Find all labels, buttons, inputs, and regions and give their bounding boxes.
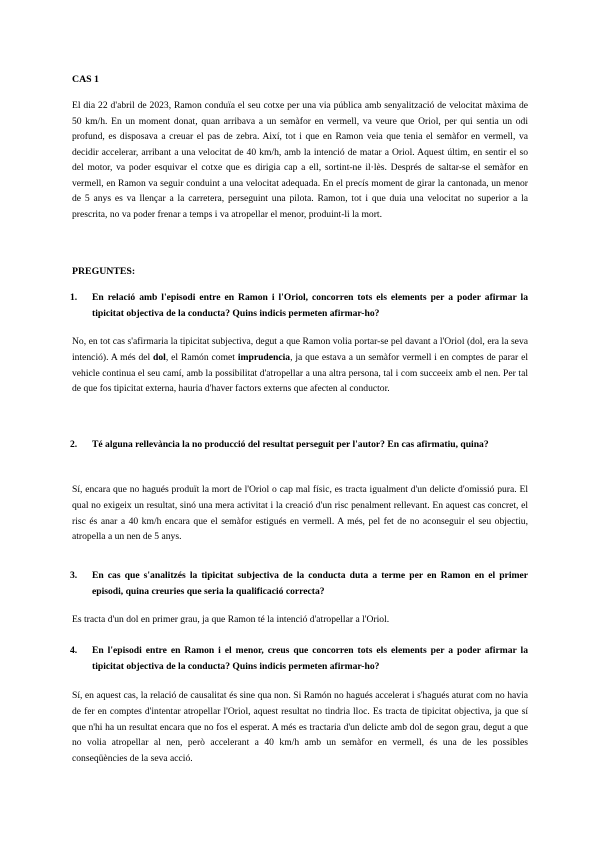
question-number: 4. bbox=[70, 645, 78, 656]
answer-emphasis: imprudencia bbox=[237, 351, 291, 363]
question-text: En l'episodi entre en Ramon i el menor, creus que concorren tots els elements per a poder afirmar la tipicitat objectiva de la conducta? Quins indicis permeten afirmar-ho? bbox=[92, 645, 528, 672]
question-1 bbox=[70, 290, 528, 321]
answer-1 bbox=[72, 334, 528, 397]
question-text: Té alguna rellevància la no producció del resultat perseguit per l'autor? En cas afirmatiu, quina? bbox=[92, 439, 489, 450]
question-text: En cas que s'analitzés la tipicitat subjectiva de la conducta duta a terme per en Ramon en el primer episodi, quina creuries que seria la qualificació correcta? bbox=[92, 570, 528, 597]
answer-2: Sí, encara que no hagués produït la mort de l'Oriol o cap mal físic, es tracta igualment d'un delicte d'omissió pura. El qual no exigeix un resultat, sinó una mera activitat i la creació d'un risc penalment rellevant. En aquest cas concret, el risc és anar a 40 km/h encara que el semàfor estigués en vermell. A més, pel fet de no aconseguir el seu objectiu, atropella a un nen de 5 anys. bbox=[72, 484, 528, 543]
answer-text: No, en tot cas s'afirmaria la tipicitat subjectiva, degut a que Ramon volia portar-se pel davant a l'Oriol (dol, era la seva intenció). A més del bbox=[72, 336, 528, 363]
case-title: CAS 1 bbox=[72, 74, 99, 85]
answer-emphasis: dol bbox=[153, 351, 166, 363]
question-number: 3. bbox=[70, 570, 78, 581]
question-number: 2. bbox=[70, 439, 78, 450]
answer-text: , ja que estava a un semàfor vermell i en comptes de parar el vehicle continua el seu camí, amb la possibilitat d'atropellar a una altra persona, tal i com succeeix amb el nen. Per tal de que fos tipicitat externa, hauria d'haver factors externs que afecten al conductor. bbox=[72, 351, 529, 395]
question-2 bbox=[70, 437, 528, 453]
question-text: En relació amb l'episodi entre en Ramon i l'Oriol, concorren tots els elements per a poder afirmar la tipicitat objectiva de la conducta? Quins indicis permeten afirmar-ho? bbox=[92, 292, 528, 319]
questions-heading: PREGUNTES: bbox=[72, 266, 136, 277]
question-number: 1. bbox=[70, 292, 78, 303]
answer-text: , el Ramón comet bbox=[165, 351, 238, 363]
question-3 bbox=[70, 568, 528, 599]
case-text: El dia 22 d'abril de 2023, Ramon conduïa el seu cotxe per una via pública amb senyalització de velocitat màxima de 50 km/h. En un moment donat, quan arribava a un semàfor en vermell, va veure que Oriol, per qui sentia un odi profund, es disposava a creuar el pas de zebra. Així, tot i que en Ramon veia que tenia el semàfor en vermell, va decidir accelerar, arribant a una velocitat de 40 km/h, amb la intenció de matar a Oriol. Aquest últim, en sentir el so del motor, va poder esquivar el cotxe que es dirigia cap a ell, sortint-ne il·lès. Després de saltar-se el semàfor en vermell, en Ramon va seguir conduint a una velocitat adequada. En el precís moment de girar la cantonada, un menor de 5 anys es va llençar a la carretera, perseguint una pilota. Ramon, tot i que duia una velocitat no superior a la prescrita, no va poder frenar a temps i va atropellar el menor, produint-li la mort. bbox=[72, 100, 528, 220]
answer-3: Es tracta d'un dol en primer grau, ja que Ramon té la intenció d'atropellar a l'Oriol. bbox=[72, 614, 390, 625]
question-4 bbox=[70, 643, 528, 674]
answer-4: Sí, en aquest cas, la relació de causalitat és sine qua non. Si Ramón no hagués accelerat i s'hagués aturat com no havia de fer en comptes d'intentar atropellar l'Oriol, aquest resultat no tindria lloc. Es tracta de tipicitat objectiva, ja que sí que n'hi ha un resultat encara que no fos el esperat. A més es tractaria d'un delicte amb dol de segon grau, degut a que no volia atropellar al nen, però accelerant a 40 km/h amb un semàfor en vermell, és una de les possibles conseqüències de la seva acció. bbox=[72, 690, 528, 765]
